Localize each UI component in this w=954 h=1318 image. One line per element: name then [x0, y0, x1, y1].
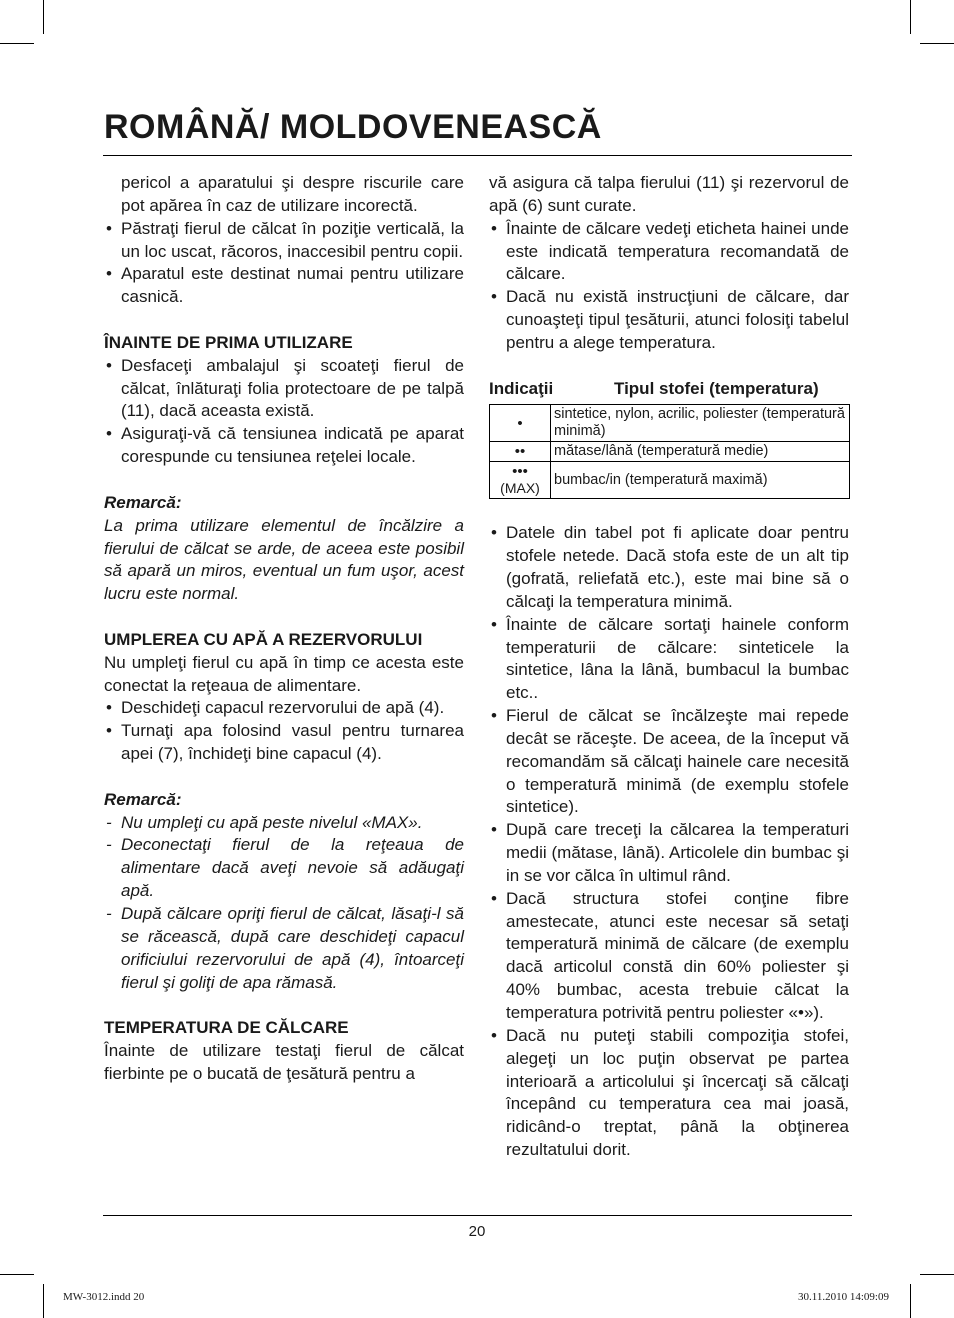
paragraph: vă asigura că talpa fierului (11) şi rezervorul de apă (6) sunt curate.	[489, 173, 849, 215]
table-header	[489, 378, 849, 401]
table-header-indications: Indicaţii	[489, 378, 554, 398]
section-heading: ÎNAINTE DE PRIMA UTILIZARE	[104, 332, 353, 352]
table-row	[490, 405, 850, 442]
crop-mark	[920, 43, 954, 44]
list-item: • Asiguraţi-vă că tensiunea indicată pe aparat corespunde cu tensiunea reţelei locale.	[106, 424, 464, 467]
note-title: Remarcă:	[104, 492, 182, 512]
list-item: • Deschideţi capacul rezervorului de apă (4).	[106, 698, 445, 718]
list-item: • Dacă nu există instrucţiuni de călcare, dar cunoaşteţi tipul ţesăturii, atunci folosiţi tabelul pentru a alege temperatura.	[491, 287, 849, 352]
list-item: • Dacă structura stofei conţine fibre amestecate, atunci este necesar să setaţi temperatură minimă de călcare (de exemplu dacă articolul constă din 60% poliester şi 40% bumbac, acesta trebuie călcat la temperatura potrivită pentru poliester «•»).	[491, 888, 849, 1022]
paragraph: Înainte de utilizare testaţi fierul de călcat fierbinte pe o bucată de ţesătură pentru a	[104, 1041, 464, 1083]
note-title: Remarcă:	[104, 789, 182, 809]
crop-mark	[43, 0, 44, 34]
paragraph: pericol a aparatului şi despre riscurile care pot apărea în caz de utilizare incorectă.	[121, 173, 464, 215]
paragraph: Nu umpleţi fierul cu apă în timp ce acesta este conectat la reţeaua de alimentare.	[104, 652, 464, 695]
crop-mark	[910, 0, 911, 34]
list-item: • Înainte de călcare sortaţi hainele conform temperaturii de călcare: sinteticele la sintetice, lâna la lână, bumbacul la bumbac etc..	[491, 614, 849, 703]
fabric-cell: sintetice, nylon, acrilic, poliester (temperatură minimă)	[551, 405, 850, 442]
list-item: • Datele din tabel pot fi aplicate doar pentru stofele netede. Dacă stofa este de un alt tip (gofrată, reliefată etc.), este mai bine să o călcaţi la temperatura minimă.	[491, 523, 849, 611]
list-item: • Păstraţi fierul de călcat în poziţie verticală, la un loc uscat, răcoros, inaccesibil pentru copii.	[106, 218, 464, 261]
list-item: • Înainte de călcare vedeţi eticheta hainei unde este indicată temperatura recomandată de călcare.	[491, 218, 849, 284]
temp-symbol: ••	[490, 442, 551, 462]
section-heading: UMPLEREA CU APĂ A REZERVORULUI	[104, 629, 423, 649]
left-column	[104, 172, 464, 1086]
section-heading: TEMPERATURA DE CĂLCARE	[104, 1018, 349, 1038]
list-item: • Aparatul este destinat numai pentru utilizare casnică.	[106, 264, 464, 307]
right-column	[489, 172, 849, 1162]
list-item: • Desfaceţi ambalajul şi scoateţi fierul de călcat, înlăturaţi folia protectoare de pe talpă (11), dacă aceasta există.	[106, 355, 464, 421]
slug-filename: MW-3012.indd 20	[63, 1291, 145, 1303]
list-item: • Dacă nu puteţi stabili compoziţia stofei, alegeţi un loc puţin observat pe partea interioară a articolului şi încercaţi să călcaţi începând cu temperatura cea mai joasă, ridicând-o treptat, până la obţinerea rezultatului dorit.	[491, 1025, 849, 1160]
dash-item: - Deconectaţi fierul de la reţeaua de alimentare dacă aveţi nevoie să adăugaţi apă.	[106, 835, 464, 901]
crop-mark	[0, 1274, 34, 1275]
list-item: • Fierul de călcat se încălzeşte mai repede decât se răceşte. De aceea, de la început vă recomandăm să călcaţi hainele care necesită o temperatură minimă (de exemplu stofele sintetice).	[491, 706, 849, 817]
temp-symbol: ••• (MAX)	[490, 462, 551, 499]
page-title: ROMÂNĂ/ MOLDOVENEASCĂ	[104, 108, 602, 146]
temp-symbol: •	[490, 405, 551, 442]
crop-mark	[910, 1284, 911, 1318]
crop-mark	[920, 1274, 954, 1275]
title-rule	[103, 155, 852, 156]
footer-rule	[103, 1215, 852, 1216]
table-header-fabric: Tipul stofei (temperatura)	[614, 378, 819, 398]
fabric-cell: bumbac/in (temperatură maximă)	[551, 462, 850, 499]
table-row	[490, 462, 850, 499]
note-text: La prima utilizare elementul de încălzire a fierului de călcat se arde, de aceea este posibil să apară un miros, eventual un fum uşor, acest lucru este normal.	[104, 515, 464, 604]
table-row	[490, 442, 850, 462]
crop-mark	[0, 43, 34, 44]
list-item: • Turnaţi apa folosind vasul pentru turnarea apei (7), închideţi bine capacul (4).	[106, 721, 464, 764]
fabric-cell: mătase/lână (temperatură medie)	[551, 442, 850, 462]
crop-mark	[43, 1284, 44, 1318]
slug-timestamp: 30.11.2010 14:09:09	[798, 1291, 889, 1303]
dash-item: - După călcare opriţi fierul de călcat, lăsaţi-l să se răcească, după care deschideţi capacul orificiului rezervorului de apă (4), întoarceţi fierul şi goliţi de apa rămasă.	[106, 904, 464, 992]
page-number: 20	[468, 1223, 486, 1240]
dash-item: - Nu umpleţi cu apă peste nivelul «MAX».	[106, 812, 423, 832]
list-item: • După care treceţi la călcarea la temperaturi medii (mătase, lână). Articolele din bumbac şi in se vor călca în ultimul rând.	[491, 820, 849, 885]
temperature-table	[489, 404, 850, 499]
